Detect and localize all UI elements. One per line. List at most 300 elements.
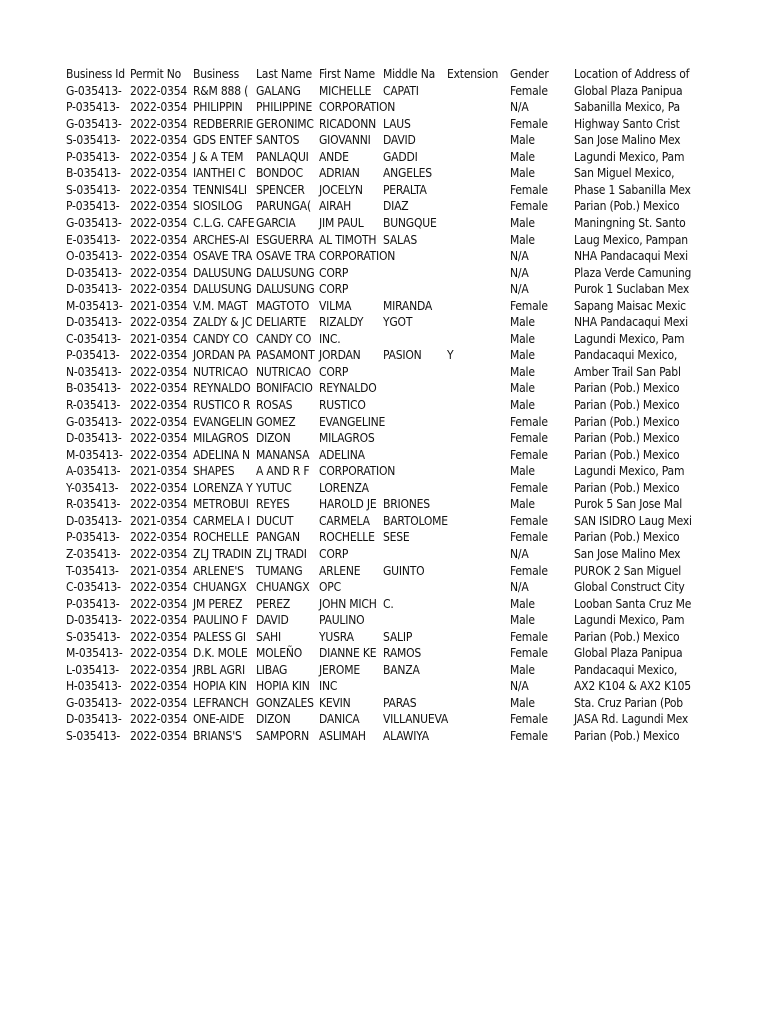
cell-location: Laug Mexico, Pampan (574, 232, 688, 247)
cell-extension (447, 99, 510, 116)
cell-gender: Female (510, 199, 548, 214)
cell-permit-no: 2021-0354 (130, 464, 188, 479)
cell-permit-no: 2022-0354 (130, 348, 188, 363)
cell-gender: Female (510, 513, 548, 528)
cell-gender: Female (510, 646, 548, 661)
table-row (66, 463, 706, 480)
cell-permit-no: 2022-0354 (130, 729, 188, 743)
cell-extension (447, 463, 510, 480)
cell-middle-name: GADDI (383, 149, 418, 164)
cell-location: Parian (Pob.) Mexico (574, 381, 680, 396)
cell-last-name: GARCIA (256, 215, 296, 230)
cell-extension (447, 314, 510, 331)
cell-location: Purok 5 San Jose Mal (574, 497, 683, 512)
table-row (66, 149, 706, 166)
cell-middle-name (383, 447, 447, 464)
cell-middle-name (383, 397, 447, 414)
table-row (66, 529, 706, 546)
cell-business: C.L.G. CAFE (193, 215, 255, 230)
cell-middle-name: ANGELES (383, 166, 432, 181)
cell-last-name: SAHI (256, 629, 281, 644)
table-row (66, 414, 706, 431)
table-row (66, 645, 706, 662)
table-row (66, 215, 706, 232)
table-row (66, 364, 706, 381)
cell-permit-no: 2021-0354 (130, 331, 188, 346)
cell-permit-no: 2022-0354 (130, 497, 188, 512)
cell-permit-no: 2022-0354 (130, 133, 188, 148)
cell-first-name: CARMELA (319, 513, 370, 528)
cell-last-name: PHILIPPINE (256, 100, 313, 115)
table-row (66, 662, 706, 679)
cell-first-name: JIM PAUL (319, 215, 364, 230)
cell-first-name: RICADONN (319, 116, 376, 131)
table-row (66, 331, 706, 348)
cell-permit-no: 2022-0354 (130, 149, 188, 164)
cell-gender: Male (510, 215, 535, 230)
cell-permit-no: 2022-0354 (130, 580, 188, 595)
cell-business: LORENZA Y (193, 480, 253, 495)
cell-middle-name: VILLANUEVA (383, 712, 449, 727)
cell-extension (447, 364, 510, 381)
table-row (66, 298, 706, 315)
cell-permit-no: 2022-0354 (130, 116, 188, 131)
cell-first-name: CORP (319, 282, 349, 297)
cell-location: Lagundi Mexico, Pam (574, 331, 685, 346)
cell-last-name: BONIFACIO (256, 381, 313, 396)
cell-gender: N/A (510, 546, 529, 561)
cell-location: Parian (Pob.) Mexico (574, 729, 680, 743)
cell-business: ARCHES-AI (193, 232, 250, 247)
cell-business-id: D-035413- (66, 712, 122, 727)
cell-middle-name (383, 414, 447, 431)
cell-business-id: Y-035413- (66, 480, 119, 495)
cell-last-name: GONZALES (256, 695, 314, 710)
cell-middle-name (383, 463, 447, 480)
cell-last-name: SPENCER (256, 182, 305, 197)
cell-first-name: MILAGROS (319, 431, 375, 446)
cell-extension (447, 149, 510, 166)
table-row (66, 678, 706, 695)
cell-first-name: RUSTICO (319, 398, 366, 412)
cell-permit-no: 2022-0354 (130, 381, 188, 396)
cell-permit-no: 2022-0354 (130, 364, 188, 379)
cell-business-id: P-035413- (66, 596, 120, 611)
cell-location: NHA Pandacaqui Mexi (574, 249, 688, 264)
cell-permit-no: 2022-0354 (130, 232, 188, 247)
cell-location: Parian (Pob.) Mexico (574, 414, 680, 429)
header-cell-middle-name: Middle Na (383, 67, 435, 81)
table-row (66, 430, 706, 447)
cell-location: Pandacaqui Mexico, (574, 662, 678, 677)
header-cell-location: Location of Address of (574, 67, 690, 81)
cell-last-name: REYES (256, 497, 290, 512)
cell-extension (447, 232, 510, 249)
cell-location: Purok 1 Suclaban Mex (574, 282, 690, 297)
cell-first-name: DIANNE KE (319, 646, 377, 661)
cell-business: ZLJ TRADIN (193, 546, 252, 561)
table-row (66, 314, 706, 331)
cell-middle-name (383, 248, 447, 265)
cell-permit-no: 2022-0354 (130, 480, 188, 495)
cell-business: SHAPES (193, 464, 235, 479)
cell-business-id: T-035413- (66, 563, 119, 578)
cell-last-name: A AND R F (256, 464, 310, 479)
cell-gender: Male (510, 596, 535, 611)
cell-middle-name (383, 331, 447, 348)
cell-last-name: PANLAQUI (256, 149, 309, 164)
cell-extension (447, 116, 510, 133)
cell-first-name: INC (319, 679, 338, 694)
cell-middle-name (383, 430, 447, 447)
cell-business: R&M 888 ( (193, 83, 249, 98)
cell-location: Amber Trail San Pabl (574, 364, 681, 379)
cell-location: Parian (Pob.) Mexico (574, 431, 680, 446)
cell-business: MILAGROS (193, 431, 249, 446)
cell-extension (447, 596, 510, 613)
cell-extension (447, 265, 510, 282)
cell-business-id: C-035413- (66, 331, 121, 346)
cell-location: Parian (Pob.) Mexico (574, 199, 680, 214)
cell-business: CHUANGX (193, 580, 247, 595)
cell-business: PALESS GI (193, 629, 246, 644)
cell-location: Sabanilla Mexico, Pa (574, 100, 680, 115)
cell-location: Maningning St. Santo (574, 215, 686, 230)
cell-first-name: HAROLD JE (319, 497, 377, 512)
cell-permit-no: 2021-0354 (130, 563, 188, 578)
cell-permit-no: 2022-0354 (130, 629, 188, 644)
cell-last-name: ROSAS (256, 398, 293, 412)
cell-business: BRIANS'S (193, 729, 242, 743)
cell-extension (447, 629, 510, 646)
table-row (66, 447, 706, 464)
cell-permit-no: 2022-0354 (130, 530, 188, 545)
cell-gender: Male (510, 364, 535, 379)
cell-location: SAN ISIDRO Laug Mexi (574, 513, 692, 528)
cell-extension (447, 678, 510, 695)
cell-business-id: D-035413- (66, 431, 122, 446)
cell-extension (447, 182, 510, 199)
header-cell-last-name: Last Name (256, 67, 312, 81)
cell-location: Pandacaqui Mexico, (574, 348, 678, 363)
cell-last-name: PARUNGA( (256, 199, 311, 214)
cell-permit-no: 2022-0354 (130, 166, 188, 181)
cell-first-name: MICHELLE (319, 83, 372, 98)
cell-gender: Male (510, 662, 535, 677)
cell-first-name: ASLIMAH (319, 729, 366, 743)
cell-extension (447, 711, 510, 728)
cell-business: JM PEREZ (193, 596, 243, 611)
cell-business: CANDY CO (193, 331, 249, 346)
cell-middle-name: BANZA (383, 662, 420, 677)
cell-last-name: PEREZ (256, 596, 291, 611)
cell-business: EVANGELIN (193, 414, 253, 429)
cell-first-name: VILMA (319, 298, 352, 313)
cell-permit-no: 2022-0354 (130, 83, 188, 98)
cell-gender: Female (510, 182, 548, 197)
cell-gender: Female (510, 414, 548, 429)
cell-gender: Female (510, 83, 548, 98)
cell-business: REYNALDO (193, 381, 251, 396)
cell-business: METROBUI (193, 497, 249, 512)
cell-business: HOPIA KIN (193, 679, 247, 694)
cell-location: NHA Pandacaqui Mexi (574, 315, 688, 330)
cell-business-id: M-035413- (66, 646, 123, 661)
cell-last-name: DALUSUNG (256, 282, 315, 297)
cell-permit-no: 2022-0354 (130, 646, 188, 661)
table-row (66, 612, 706, 629)
cell-extension (447, 728, 510, 745)
cell-last-name: CHUANGX (256, 580, 310, 595)
cell-middle-name: MIRANDA (383, 298, 433, 313)
cell-first-name: LORENZA (319, 480, 369, 495)
cell-last-name: DALUSUNG (256, 265, 315, 280)
cell-location: San Miguel Mexico, (574, 166, 675, 181)
table-row (66, 496, 706, 513)
cell-business: SIOSILOG (193, 199, 243, 214)
table-row (66, 165, 706, 182)
cell-middle-name: YGOT (383, 315, 413, 330)
cell-last-name: BONDOC (256, 166, 303, 181)
cell-first-name: JORDAN (319, 348, 361, 363)
cell-gender: Male (510, 398, 535, 412)
cell-business-id: D-035413- (66, 265, 122, 280)
cell-extension (447, 414, 510, 431)
cell-last-name: SANTOS (256, 133, 300, 148)
cell-location: San Jose Malino Mex (574, 546, 681, 561)
cell-middle-name (383, 380, 447, 397)
cell-first-name: RIZALDY (319, 315, 364, 330)
cell-gender: Female (510, 629, 548, 644)
cell-first-name: ARLENE (319, 563, 361, 578)
cell-last-name: YUTUC (256, 480, 292, 495)
cell-gender: N/A (510, 679, 529, 694)
cell-last-name: HOPIA KIN (256, 679, 310, 694)
cell-permit-no: 2022-0354 (130, 447, 188, 462)
cell-gender: Male (510, 331, 535, 346)
cell-business: CARMELA I (193, 513, 251, 528)
cell-business: ARLENE'S (193, 563, 244, 578)
cell-gender: Male (510, 315, 535, 330)
cell-last-name: MANANSA (256, 447, 310, 462)
cell-last-name: GALANG (256, 83, 301, 98)
cell-business: ZALDY & JC (193, 315, 253, 330)
cell-first-name: PAULINO (319, 613, 365, 628)
cell-last-name: LIBAG (256, 662, 288, 677)
cell-gender: Male (510, 464, 535, 479)
cell-first-name: CORPORATION (319, 249, 396, 264)
cell-business: PAULINO F (193, 613, 248, 628)
cell-extension (447, 447, 510, 464)
cell-extension (447, 662, 510, 679)
table-row (66, 579, 706, 596)
table-row (66, 132, 706, 149)
cell-extension (447, 563, 510, 580)
cell-gender: Male (510, 232, 535, 247)
cell-extension (447, 695, 510, 712)
cell-extension (447, 215, 510, 232)
cell-business-id: Z-035413- (66, 546, 121, 561)
cell-location: Lagundi Mexico, Pam (574, 464, 685, 479)
cell-business-id: G-035413- (66, 695, 122, 710)
cell-last-name: ZLJ TRADI (256, 546, 307, 561)
cell-business: TENNIS4LI (193, 182, 247, 197)
cell-extension (447, 132, 510, 149)
cell-gender: Female (510, 729, 548, 743)
cell-gender: Female (510, 480, 548, 495)
cell-permit-no: 2022-0354 (130, 414, 188, 429)
cell-middle-name: BRIONES (383, 497, 430, 512)
cell-extension: Y (447, 348, 454, 363)
cell-location: Looban Santa Cruz Me (574, 596, 692, 611)
cell-business-id: G-035413- (66, 414, 122, 429)
cell-location: Parian (Pob.) Mexico (574, 530, 680, 545)
cell-middle-name (383, 99, 447, 116)
cell-business: LEFRANCH (193, 695, 249, 710)
cell-business-id: L-035413- (66, 662, 119, 677)
table-row (66, 116, 706, 133)
cell-middle-name: BARTOLOME (383, 513, 448, 528)
cell-gender: Female (510, 447, 548, 462)
cell-extension (447, 645, 510, 662)
cell-business-id: R-035413- (66, 398, 121, 412)
cell-business: JRBL AGRI (193, 662, 245, 677)
cell-business-id: O-035413- (66, 249, 123, 264)
cell-location: Parian (Pob.) Mexico (574, 629, 680, 644)
cell-location: Parian (Pob.) Mexico (574, 480, 680, 495)
cell-first-name: JOHN MICH (319, 596, 377, 611)
cell-first-name: CORPORATION (319, 464, 396, 479)
table-row (66, 728, 706, 745)
cell-permit-no: 2022-0354 (130, 249, 188, 264)
cell-permit-no: 2022-0354 (130, 182, 188, 197)
cell-extension (447, 397, 510, 414)
cell-gender: Male (510, 497, 535, 512)
cell-business-id: G-035413- (66, 116, 122, 131)
cell-business-id: D-035413- (66, 282, 122, 297)
cell-first-name: DANICA (319, 712, 360, 727)
cell-gender: Male (510, 133, 535, 148)
cell-gender: Male (510, 149, 535, 164)
cell-gender: N/A (510, 580, 529, 595)
cell-first-name: AL TIMOTH (319, 232, 377, 247)
cell-business: V.M. MAGT (193, 298, 248, 313)
cell-middle-name: ALAWIYA (383, 729, 429, 743)
cell-business-id: G-035413- (66, 215, 122, 230)
cell-business-id: D-035413- (66, 613, 122, 628)
cell-first-name: CORP (319, 265, 349, 280)
table-row (66, 563, 706, 580)
cell-business-id: S-035413- (66, 133, 121, 148)
cell-business: ONE-AIDE (193, 712, 245, 727)
cell-business-id: P-035413- (66, 530, 120, 545)
cell-first-name: REYNALDO (319, 381, 377, 396)
cell-permit-no: 2022-0354 (130, 282, 188, 297)
cell-last-name: SAMPORN (256, 729, 309, 743)
cell-extension (447, 298, 510, 315)
cell-permit-no: 2022-0354 (130, 695, 188, 710)
header-cell-business: Business (193, 67, 240, 81)
cell-last-name: GOMEZ (256, 414, 296, 429)
cell-gender: Male (510, 381, 535, 396)
cell-first-name: ROCHELLE (319, 530, 375, 545)
table-row (66, 198, 706, 215)
cell-business-id: H-035413- (66, 679, 122, 694)
cell-first-name: YUSRA (319, 629, 354, 644)
cell-middle-name: PARAS (383, 695, 417, 710)
cell-middle-name: DIAZ (383, 199, 409, 214)
table-row (66, 265, 706, 282)
cell-location: Parian (Pob.) Mexico (574, 447, 680, 462)
cell-location: AX2 K104 & AX2 K105 (574, 679, 691, 694)
cell-extension (447, 496, 510, 513)
cell-extension (447, 546, 510, 563)
cell-business-id: N-035413- (66, 364, 122, 379)
cell-gender: Female (510, 431, 548, 446)
cell-gender: Female (510, 530, 548, 545)
cell-middle-name (383, 678, 447, 695)
cell-middle-name (383, 265, 447, 282)
table-row (66, 99, 706, 116)
cell-permit-no: 2022-0354 (130, 215, 188, 230)
cell-gender: Female (510, 298, 548, 313)
cell-last-name: DIZON (256, 431, 291, 446)
cell-last-name: GERONIMC (256, 116, 314, 131)
cell-extension (447, 529, 510, 546)
cell-last-name: NUTRICAO (256, 364, 311, 379)
cell-gender: Male (510, 695, 535, 710)
cell-first-name: ANDE (319, 149, 349, 164)
cell-business-id: P-035413- (66, 199, 120, 214)
cell-extension (447, 198, 510, 215)
cell-gender: N/A (510, 265, 529, 280)
cell-last-name: DELIARTE (256, 315, 307, 330)
cell-location: Global Plaza Panipua (574, 83, 683, 98)
cell-gender: N/A (510, 249, 529, 264)
cell-location: Phase 1 Sabanilla Mex (574, 182, 691, 197)
cell-middle-name (383, 579, 447, 596)
cell-business-id: S-035413- (66, 729, 121, 743)
cell-business: DALUSUNG (193, 282, 252, 297)
cell-location: Lagundi Mexico, Pam (574, 149, 685, 164)
cell-gender: N/A (510, 100, 529, 115)
cell-first-name: OPC (319, 580, 341, 595)
cell-middle-name: SESE (383, 530, 410, 545)
cell-location: PUROK 2 San Miguel (574, 563, 682, 578)
cell-permit-no: 2022-0354 (130, 679, 188, 694)
cell-extension (447, 248, 510, 265)
cell-first-name: EVANGELINE (319, 414, 386, 429)
cell-business: IANTHEI C (193, 166, 246, 181)
cell-permit-no: 2022-0354 (130, 431, 188, 446)
cell-location: JASA Rd. Lagundi Mex (574, 712, 689, 727)
table-row (66, 232, 706, 249)
cell-location: Highway Santo Crist (574, 116, 680, 131)
cell-last-name: PASAMONT (256, 348, 315, 363)
cell-first-name: CORP (319, 546, 349, 561)
cell-business-id: B-035413- (66, 381, 121, 396)
table-row (66, 695, 706, 712)
cell-middle-name: PERALTA (383, 182, 427, 197)
table-row (66, 248, 706, 265)
cell-business: ADELINA N (193, 447, 250, 462)
cell-permit-no: 2022-0354 (130, 315, 188, 330)
cell-business-id: S-035413- (66, 629, 121, 644)
cell-extension (447, 380, 510, 397)
cell-first-name: CORP (319, 364, 349, 379)
cell-extension (447, 165, 510, 182)
table-row (66, 182, 706, 199)
